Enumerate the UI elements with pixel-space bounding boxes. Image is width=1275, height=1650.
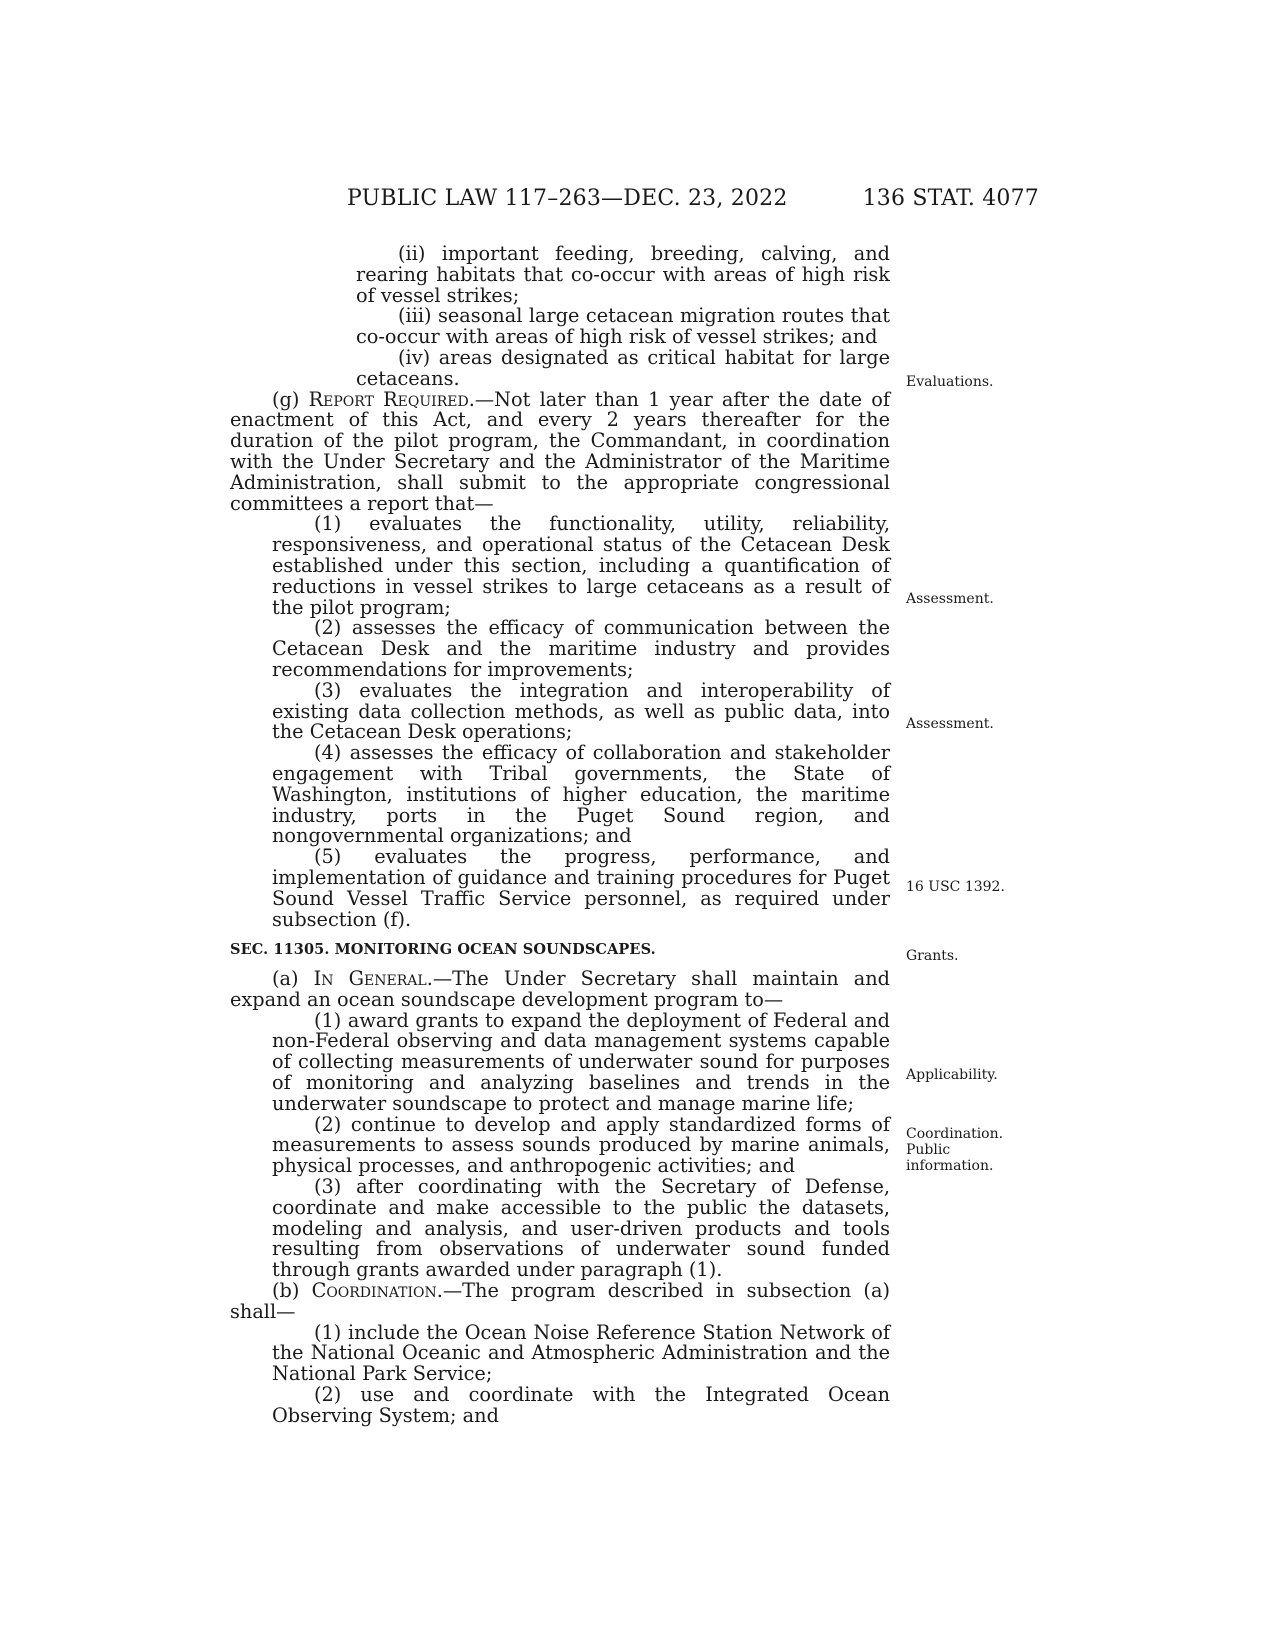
paragraph-g-4: (4) assesses the efficacy of collaboration and stakeholder engagement with Tribal governments, the State of Washington, institutions of higher education, the maritime industry, ports in the Puget Sound region, and nongovernmental organizations; and — [272, 741, 890, 848]
paragraph-g-1: (1) evaluates the functionality, utility, reliability, responsiveness, and operational status of the Cetacean Desk established under this section, including a quantification of reductions in vessel strikes to large cetaceans as a result of the pilot program; — [272, 512, 890, 619]
margin-note-public: Public — [906, 1142, 951, 1158]
margin-note-usc-citation: 16 USC 1392. — [906, 879, 1005, 895]
subsection-g-text: .—Not later than 1 year after the date of enactment of this Act, and every 2 years thereafter for the duration of the pilot program, the Commandant, in coordination with the Under Secretary and the Administrator of the Maritime Administration, shall submit to the appropriate congressional committees a report that— — [230, 387, 890, 515]
page-header — [0, 186, 1275, 216]
margin-note-applicability: Applicability. — [906, 1067, 998, 1083]
subsection-g-label: (g) — [272, 387, 309, 411]
running-head-title: PUBLIC LAW 117–263—DEC. 23, 2022 — [347, 186, 788, 211]
statute-page-number: 136 STAT. 4077 — [862, 186, 1039, 211]
subsection-b — [230, 1281, 890, 1323]
subsection-g — [230, 387, 890, 515]
margin-note-coordination: Coordination. — [906, 1126, 1004, 1142]
statute-text — [230, 244, 890, 1427]
paragraph-b-2: (2) use and coordinate with the Integrated Ocean Observing System; and — [272, 1383, 890, 1427]
subsection-a-heading: In General — [313, 967, 427, 991]
margin-note-assessment: Assessment. — [906, 716, 994, 732]
subsection-a-label: (a) — [272, 967, 314, 991]
margin-note-evaluations: Evaluations. — [906, 374, 994, 390]
subsection-b-heading: Coordination — [311, 1279, 437, 1303]
subsection-a-text: .—The Under Secretary shall maintain and expand an ocean soundscape development program to— — [230, 967, 890, 1011]
paragraph-a-1: (1) award grants to expand the deployment of Federal and non-Federal observing and data management systems capable of collecting measurements of underwater sound for purposes of monitoring and analyzing baselines and trends in the underwater soundscape to protect and manage marine life; — [272, 1008, 890, 1115]
paragraph-b-1: (1) include the Ocean Noise Reference Station Network of the National Oceanic and Atmospheric Administration and the National Park Service; — [272, 1320, 890, 1386]
subsection-a — [230, 969, 890, 1011]
section-heading: SEC. 11305. MONITORING OCEAN SOUNDSCAPES. — [230, 941, 656, 959]
subsection-b-text: .—The program described in subsection (a) shall— — [230, 1279, 890, 1323]
paragraph-g-5: (5) evaluates the progress, performance, and implementation of guidance and training procedures for Puget Sound Vessel Traffic Service personnel, as required under subsection (f). — [272, 845, 890, 931]
paragraph-g-3: (3) evaluates the integration and interoperability of existing data collection methods, as well as public data, into the Cetacean Desk operations; — [272, 678, 890, 744]
margin-note-assessment: Assessment. — [906, 591, 994, 607]
subsection-b-label: (b) — [272, 1279, 312, 1303]
paragraph-a-3: (3) after coordinating with the Secretary of Defense, coordinate and make accessible to the public the datasets, modeling and analysis, and user-driven products and tools resulting from observations of underwater sound funded through grants awarded under paragraph (1). — [272, 1175, 890, 1282]
margin-note-information: information. — [906, 1158, 994, 1174]
clause-iv: (iv) areas designated as critical habitat for large cetaceans. — [356, 345, 890, 390]
margin-note-grants: Grants. — [906, 948, 959, 964]
clause-iii: (iii) seasonal large cetacean migration routes that co-occur with areas of high risk of vessel strikes; and — [356, 304, 890, 349]
subsection-g-heading: Report Required — [308, 387, 469, 411]
paragraph-g-2: (2) assesses the efficacy of communication between the Cetacean Desk and the maritime industry and provides recommendations for improvements; — [272, 616, 890, 681]
paragraph-a-2: (2) continue to develop and apply standardized forms of measurements to assess sounds produced by marine animals, physical processes, and anthropogenic activities; and — [272, 1112, 890, 1178]
clause-ii: (ii) important feeding, breeding, calving, and rearing habitats that co-occur with areas of high risk of vessel strikes; — [356, 242, 890, 307]
